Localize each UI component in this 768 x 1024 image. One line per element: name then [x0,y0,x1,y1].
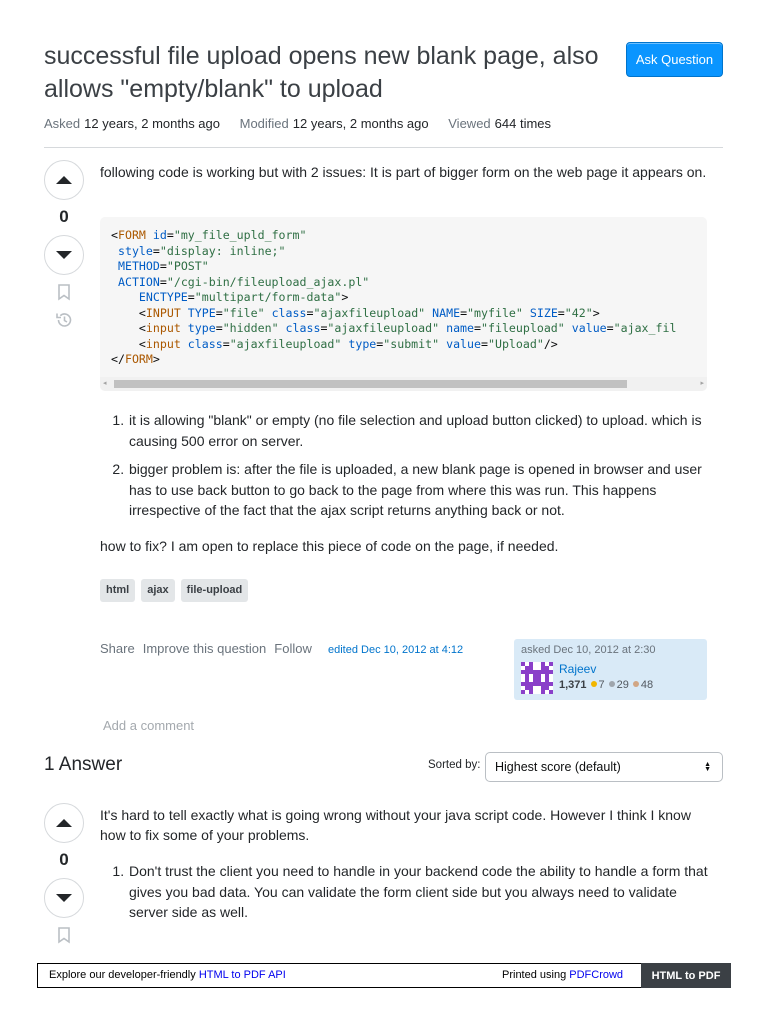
question-closing: how to fix? I am open to replace this piece of code on the page, if needed. [100,538,559,554]
viewed-label: Viewed [448,116,491,131]
gold-badge-count: 7 [598,679,605,691]
arrow-down-icon [56,251,72,259]
user-name-link[interactable]: Rajeev [559,662,597,676]
avatar[interactable] [521,662,553,694]
modified-label: Modified [239,116,289,131]
code-text: <FORM id="my_file_upld_form" style="display: inline;" METHOD="POST" ACTION="/cgi-bin/fileupload_ajax.pl" ENCTYPE="multipart/form-data"> <INPUT TYPE="file" class="ajaxfileupload" NAME="myfile" SIZE="42"> <input type="hidden" class="ajaxfileupload" name="fileupload" value="ajax_fil <input class="ajaxfileupload" type="submit" value="Upload"/> </FORM> [111,228,677,366]
question-intro: following code is working but with 2 issues: It is part of bigger form on the web page it appears on. [100,164,707,180]
arrow-down-icon [56,894,72,902]
pdf-footer [37,963,731,988]
question-title[interactable]: successful file upload opens new blank page, also allows "empty/blank" to upload [44,42,599,103]
answer-list [100,861,712,923]
vote-count: 0 [59,207,69,226]
follow-link[interactable]: Follow [274,641,312,656]
arrow-up-icon [56,819,72,827]
list-item: 1. Don't trust the client you need to handle in your backend code the ability to handle a form that gives you bad data. You can validate the form client side but you always need to validate server side as well. [128,861,712,923]
asked-timestamp: asked Dec 10, 2012 at 2:30 [521,644,656,656]
upvote-button[interactable] [44,160,84,200]
owner-card [514,639,707,700]
footer-right [502,969,623,981]
gold-badge-icon [591,681,597,687]
share-link[interactable]: Share [100,641,135,656]
select-caret-icon: ▲ ▼ [704,761,711,773]
footer-left [49,969,286,981]
code-block[interactable] [100,217,707,391]
ask-question-button[interactable]: Ask Question [626,42,723,77]
sort-select-value: Highest score (default) [495,760,621,774]
question-meta [44,116,567,131]
modified-value: 12 years, 2 months ago [292,116,429,131]
answer-intro: It's hard to tell exactly what is going wrong without your java script code. However I think I know how to fix some of your problems. [100,807,691,843]
post-menu [100,641,312,656]
issues-list [100,410,712,521]
silver-badge-count: 29 [616,679,629,691]
pdfcrowd-link[interactable]: PDFCrowd [569,969,624,981]
add-comment-link[interactable]: Add a comment [103,718,195,733]
header-divider [44,147,723,148]
tag-file-upload[interactable]: file-upload [181,579,249,602]
reputation-score: 1,371 [559,679,587,691]
asked-value: 12 years, 2 months ago [84,116,220,131]
tag-html[interactable]: html [100,579,135,602]
tag-ajax[interactable]: ajax [141,579,174,602]
answers-heading: 1 Answer [44,754,123,775]
footer-printed-text: Printed using [502,969,570,981]
answer-downvote-button[interactable] [44,878,84,918]
user-reputation [559,679,653,691]
arrow-up-icon [56,176,72,184]
scroll-left-icon[interactable]: ◂ [103,380,107,387]
html-to-pdf-badge[interactable]: HTML to PDF [641,963,731,988]
scrollbar-thumb[interactable] [114,380,627,388]
edited-link[interactable]: edited Dec 10, 2012 at 4:12 [328,644,464,656]
list-item: 2. bigger problem is: after the file is uploaded, a new blank page is opened in browser and user has to use back button to go back to the page from where this was run. This happens irrespective of the fact that the ajax script returns anything back or not. [128,459,712,521]
bookmark-icon[interactable] [55,926,73,944]
scroll-right-icon[interactable]: ▸ [700,380,704,387]
sort-select[interactable] [485,752,723,782]
bookmark-icon[interactable] [55,283,73,301]
viewed-value: 644 times [494,116,552,131]
answer-upvote-button[interactable] [44,803,84,843]
history-icon[interactable] [55,311,73,329]
sorted-by-label: Sorted by: [428,759,481,771]
asked-label: Asked [44,116,81,131]
footer-explore-text: Explore our developer-friendly [49,969,199,981]
list-item: 1. it is allowing "blank" or empty (no file selection and upload button clicked) to upload. which is causing 500 error on server. [128,410,712,451]
improve-question-link[interactable]: Improve this question [142,641,267,656]
bronze-badge-icon [633,681,639,687]
silver-badge-icon [609,681,615,687]
downvote-button[interactable] [44,235,84,275]
answer-vote-count: 0 [59,850,69,869]
tag-list [100,579,248,602]
horizontal-scrollbar[interactable] [100,377,707,391]
bronze-badge-count: 48 [640,679,654,691]
html-to-pdf-api-link[interactable]: HTML to PDF API [198,969,286,981]
